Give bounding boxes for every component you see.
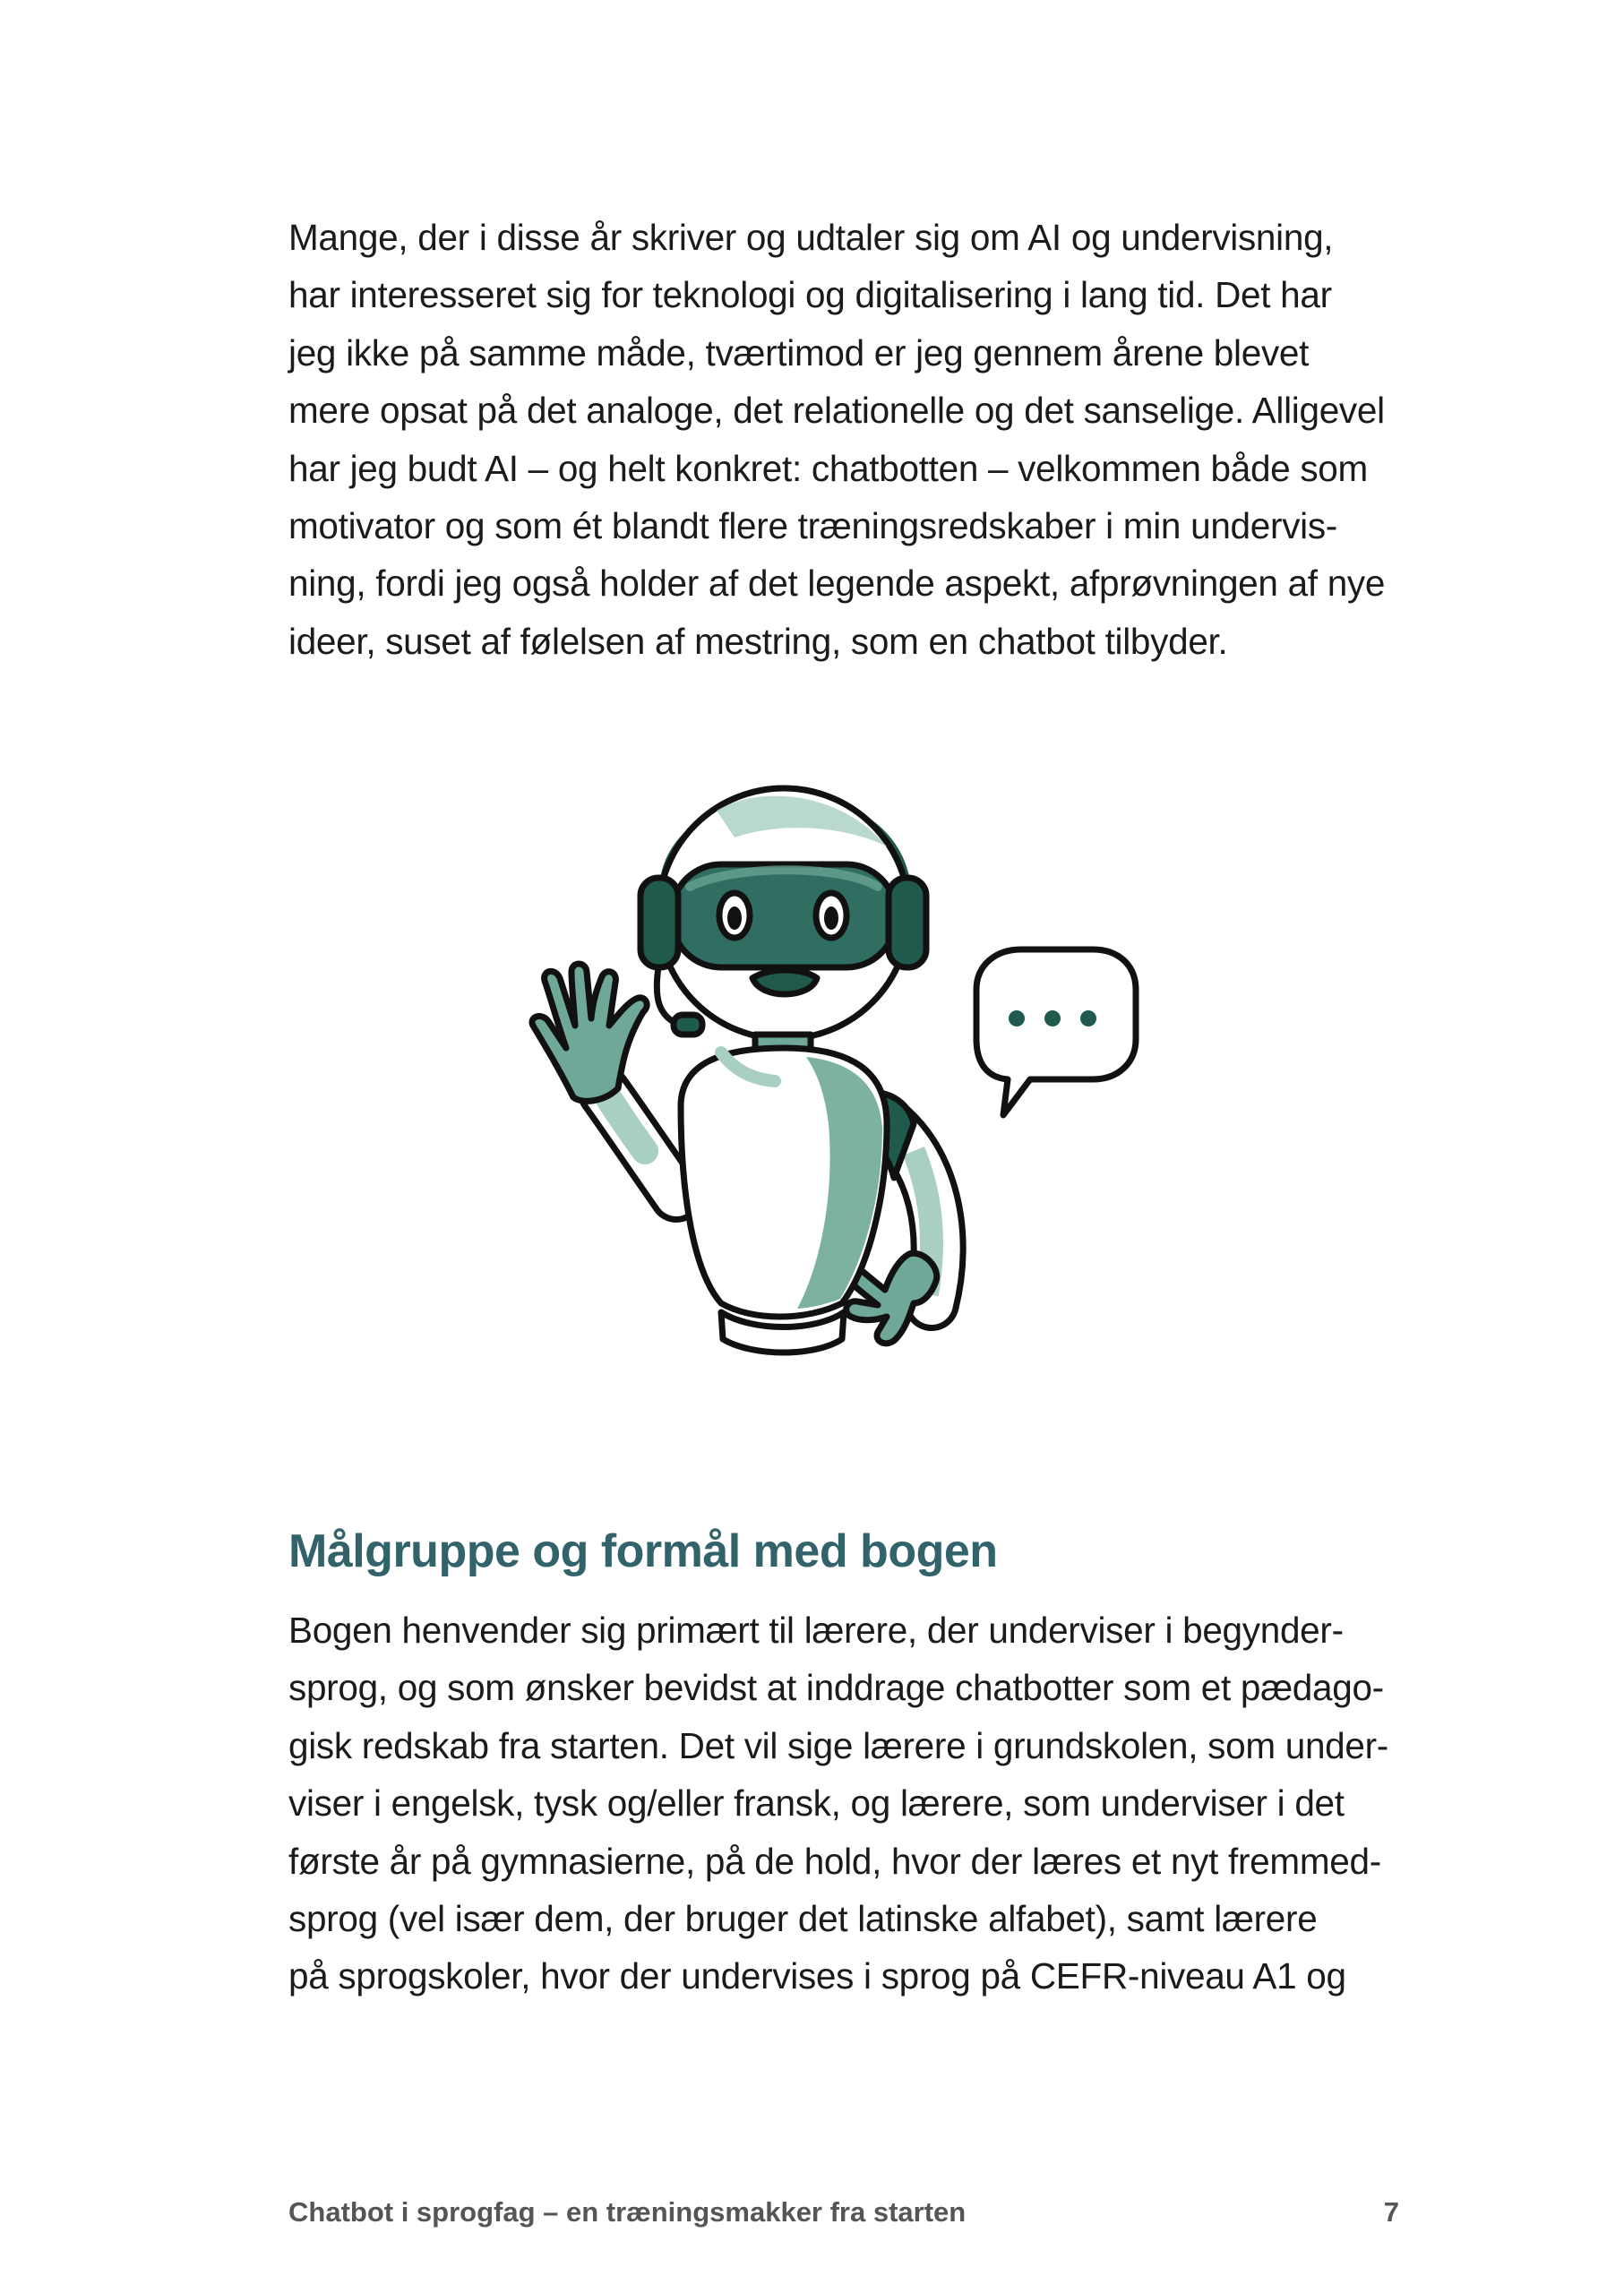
intro-paragraph [288,209,1408,670]
text-line: ideer, suset af følelsen af mestring, som en chatbot tilbyder. [288,620,1228,662]
text-line: viser i engelsk, tysk og/eller fransk, og lærere, som underviser i det [288,1782,1345,1825]
section-heading: Målgruppe og formål med bogen [288,1525,998,1577]
page-number: 7 [1383,2196,1399,2228]
text-line: har interesseret sig for teknologi og digitalisering i lang tid. Det har [288,274,1332,316]
section-paragraph [288,1602,1408,2005]
text-line: motivator og som ét blandt flere træningsredskaber i min undervis- [288,505,1337,547]
text-line: på sprogskoler, hvor der undervises i sprog på CEFR-niveau A1 og [288,1955,1346,1997]
text-line: første år på gymnasierne, på de hold, hvor der læres et nyt fremmed- [288,1840,1381,1882]
text-line: sprog (vel især dem, der bruger det latinske alfabet), samt lærere [288,1898,1318,1940]
text-line: gisk redskab fra starten. Det vil sige lærere i grundskolen, som under- [288,1724,1388,1766]
text-line: jeg ikke på samme måde, tværtimod er jeg gennem årene blevet [288,331,1310,374]
text-line: sprog, og som ønsker bevidst at inddrage chatbotter som et pædago- [288,1667,1384,1709]
running-title: Chatbot i sprogfag – en træningsmakker fra starten [288,2196,967,2228]
text-line: ning, fordi jeg også holder af det legende aspekt, afprøvningen af nye [288,563,1386,605]
text-line: Mange, der i disse år skriver og udtaler sig om AI og undervisning, [288,217,1334,258]
robot-waving-with-headset-icon [466,730,1164,1482]
text-line: Bogen henvender sig primært til lærere, der underviser i begynder- [288,1610,1344,1651]
text-line: mere opsat på det analoge, det relationelle og det sanselige. Alligevel [288,390,1385,432]
text-line: har jeg budt AI – og helt konkret: chatbotten – velkommen både som [288,447,1368,489]
